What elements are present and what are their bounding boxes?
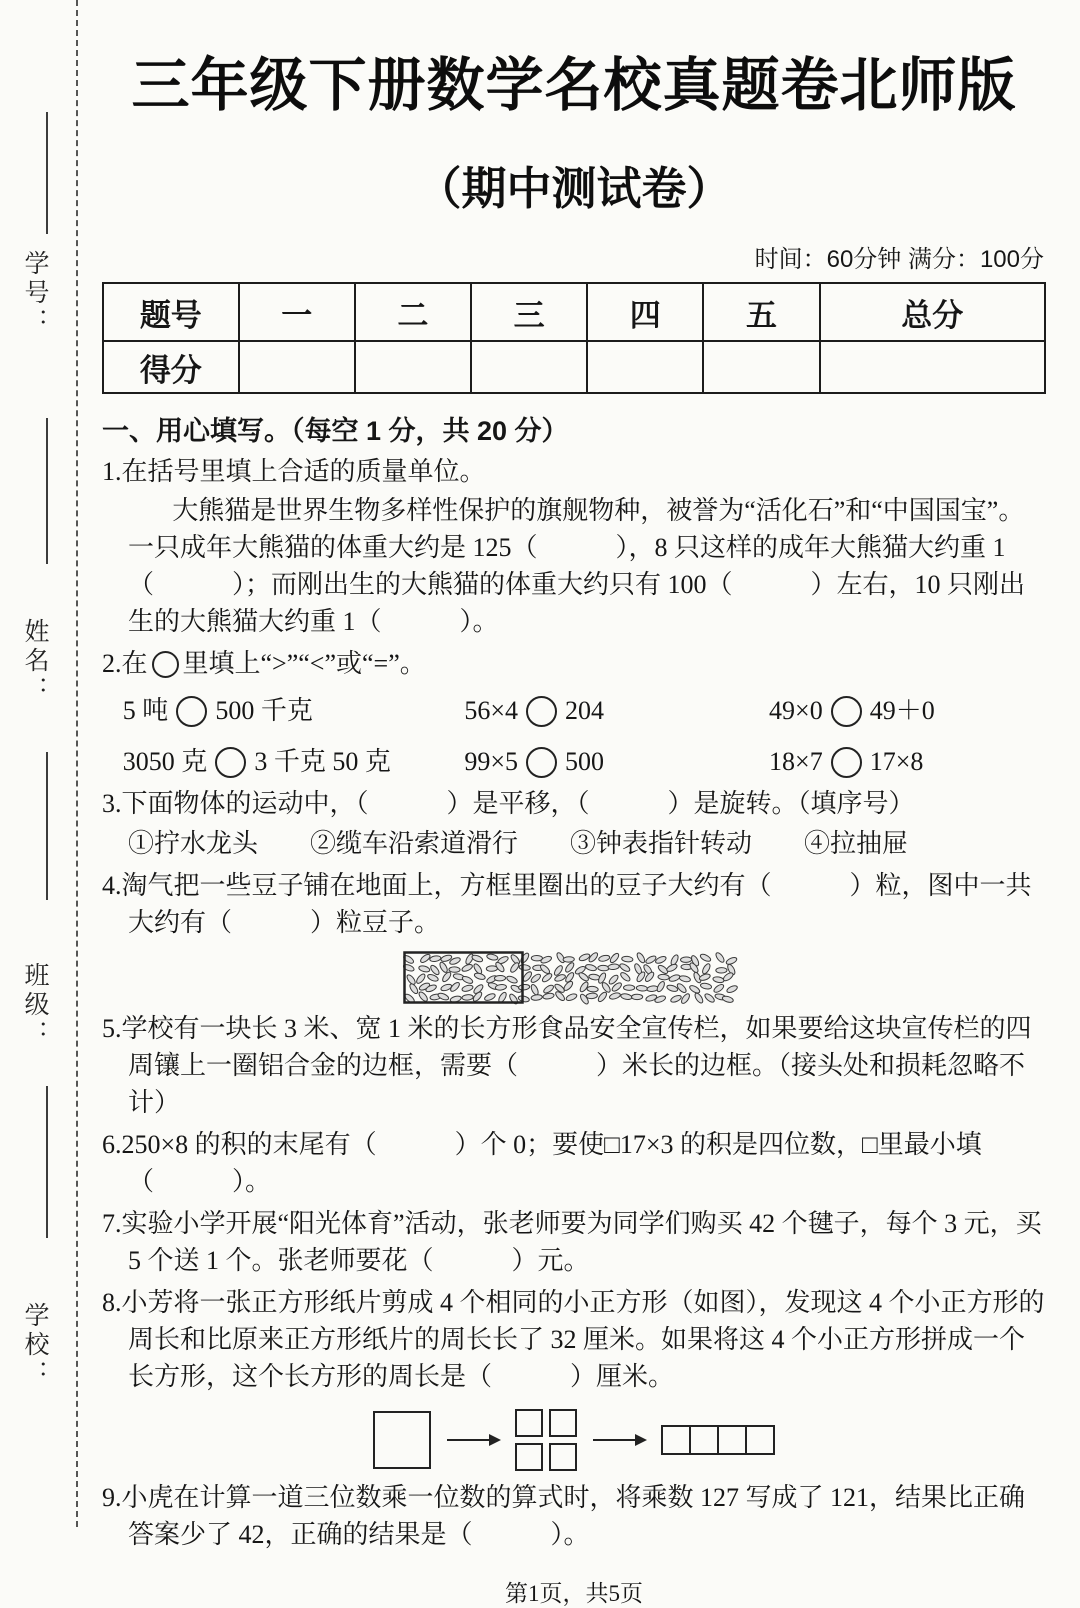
score-blank-cell [587, 341, 703, 393]
arrow-right-icon [447, 1439, 499, 1442]
comparison-item [123, 743, 465, 780]
page-title: 三年级下册数学名校真题卷北师版 [131, 53, 1017, 118]
score-table-cell-4: 四 [587, 283, 703, 341]
question-4-stem: 4.淘气把一些豆子铺在地面上，方框里圈出的豆子大约有（ ）粒，图中一共大约有（ ）粒豆子。 [102, 871, 1032, 937]
question-8-stem: 8.小芳将一张正方形纸片剪成 4 个相同的小正方形（如图），发现这 4 个小正方形的周长和比原来正方形纸片的周长长了 32 厘米。如果将这 4 个小正方形拼成一个长方形，这个长方形的周长是（ ）厘米。 [102, 1288, 1045, 1391]
comparison-left: 56×4 [464, 696, 519, 725]
beans-illustration [403, 951, 745, 1005]
comparison-left: 99×5 [464, 747, 519, 776]
beans-figure [403, 951, 745, 1005]
score-blank-cell [355, 341, 471, 393]
small-square [717, 1425, 747, 1455]
student-id-label: 学号： [21, 250, 48, 337]
comparison-right: 49＋0 [869, 696, 935, 725]
student-name-write-line [46, 418, 48, 564]
compare-circle-icon [526, 696, 557, 727]
question-5-stem: 5.学校有一块长 3 米、宽 1 米的长方形食品安全宣传栏，如果要给这块宣传栏的四周镶上一圈铝合金的边框，需要（ ）米长的边框。（接头处和损耗忽略不计） [102, 1014, 1032, 1117]
comparison-item [464, 743, 769, 780]
score-blank-cell [239, 341, 355, 393]
small-square [689, 1425, 719, 1455]
comparison-left: 5 吨 [122, 696, 169, 725]
question-1-passage: 大熊猫是世界生物多样性保护的旗舰物种，被誉为“活化石”和“中国国宝”。一只成年大熊猫的体重大约是 125（ ），8 只这样的成年大熊猫大约重 1（ ）；而刚出生的大熊猫的体重大约只有 100（ ）左右，10 只刚出生的大熊猫大约重 1（ ）。 [128, 496, 1026, 636]
comparison-item [123, 692, 465, 729]
school-write-line [46, 1086, 48, 1238]
binding-dashed-line [76, 0, 78, 1527]
score-table-cell-tihao: 题号 [103, 283, 239, 341]
comparison-left: 3050 克 [122, 747, 208, 776]
class-write-line [46, 752, 48, 900]
time-score-meta: 时间：60分钟 满分：100分 [754, 246, 1044, 273]
question-9-stem: 9.小虎在计算一道三位数乘一位数的算式时，将乘数 127 写成了 121，结果比正确答案少了 42，正确的结果是（ ）。 [102, 1483, 1026, 1549]
question-3-stem: 3.下面物体的运动中，（ ）是平移，（ ）是旋转。（填序号） [102, 789, 915, 818]
question-7-stem: 7.实验小学开展“阳光体育”活动，张老师要为同学们购买 42 个毽子，每个 3 元，买 5 个送 1 个。张老师要花（ ）元。 [102, 1209, 1042, 1275]
comparison-right: 204 [565, 696, 605, 725]
comparison-grid [123, 692, 1046, 780]
compare-circle-icon [176, 696, 207, 727]
score-table-cell-3: 三 [471, 283, 587, 341]
small-square [515, 1443, 543, 1471]
score-table-cell-2: 二 [355, 283, 471, 341]
section-one-heading: 一、用心填写。（每空 1 分，共 20 分） [102, 416, 569, 446]
big-square [373, 1411, 431, 1469]
small-square [549, 1443, 577, 1471]
page-footer: 第1页，共5页 [505, 1581, 643, 1606]
question-2-stem-prefix: 2.在 [102, 649, 148, 678]
compare-circle-icon [526, 747, 557, 778]
score-table-score-row [103, 341, 1045, 393]
four-small-squares [515, 1409, 577, 1471]
score-table-cell-defen: 得分 [103, 341, 239, 393]
question-2-stem-suffix: 里填上“>”“<”或“=”。 [182, 649, 426, 678]
comparison-right: 3 千克 50 克 [254, 747, 391, 776]
score-table-cell-total: 总分 [820, 283, 1045, 341]
small-square [549, 1409, 577, 1437]
score-blank-cell [703, 341, 819, 393]
compare-circle-icon [831, 696, 862, 727]
comparison-left: 49×0 [769, 696, 823, 725]
score-table [102, 282, 1046, 394]
comparison-left: 18×7 [769, 747, 823, 776]
comparison-item [464, 692, 769, 729]
compare-circle-icon [215, 747, 246, 778]
compare-circle-icon [831, 747, 862, 778]
questions-area [102, 453, 1046, 1553]
page-subtitle: （期中测试卷） [416, 163, 732, 214]
school-label: 学校： [21, 1302, 48, 1389]
score-blank-cell [820, 341, 1045, 393]
compare-circle-icon [152, 651, 179, 678]
score-table-cell-5: 五 [703, 283, 819, 341]
squares-figure [102, 1409, 1046, 1471]
small-square [661, 1425, 691, 1455]
small-square [515, 1409, 543, 1437]
arrow-right-icon [593, 1439, 645, 1442]
comparison-right: 500 千克 [215, 696, 313, 725]
comparison-item [769, 743, 1046, 780]
question-1-stem: 1.在括号里填上合适的质量单位。 [102, 457, 486, 486]
comparison-item [769, 692, 1046, 729]
student-name-label: 姓名： [21, 618, 48, 705]
student-id-write-line [46, 112, 48, 234]
score-table-header-row [103, 283, 1045, 341]
question-6-stem: 6.250×8 的积的末尾有（ ）个 0；要使□17×3 的积是四位数，□里最小填（ ）。 [102, 1130, 982, 1196]
comparison-right: 500 [565, 747, 605, 776]
small-square [745, 1425, 775, 1455]
exam-paper [102, 0, 1046, 1608]
score-blank-cell [471, 341, 587, 393]
rectangle-of-four-squares [661, 1425, 775, 1455]
comparison-right: 17×8 [869, 747, 924, 776]
score-table-cell-1: 一 [239, 283, 355, 341]
question-3-options: ①拧水龙头 ②缆车沿索道滑行 ③钟表指针转动 ④拉抽屉 [128, 829, 909, 858]
class-label: 班级： [21, 962, 48, 1049]
question-2-stem [102, 645, 1046, 682]
